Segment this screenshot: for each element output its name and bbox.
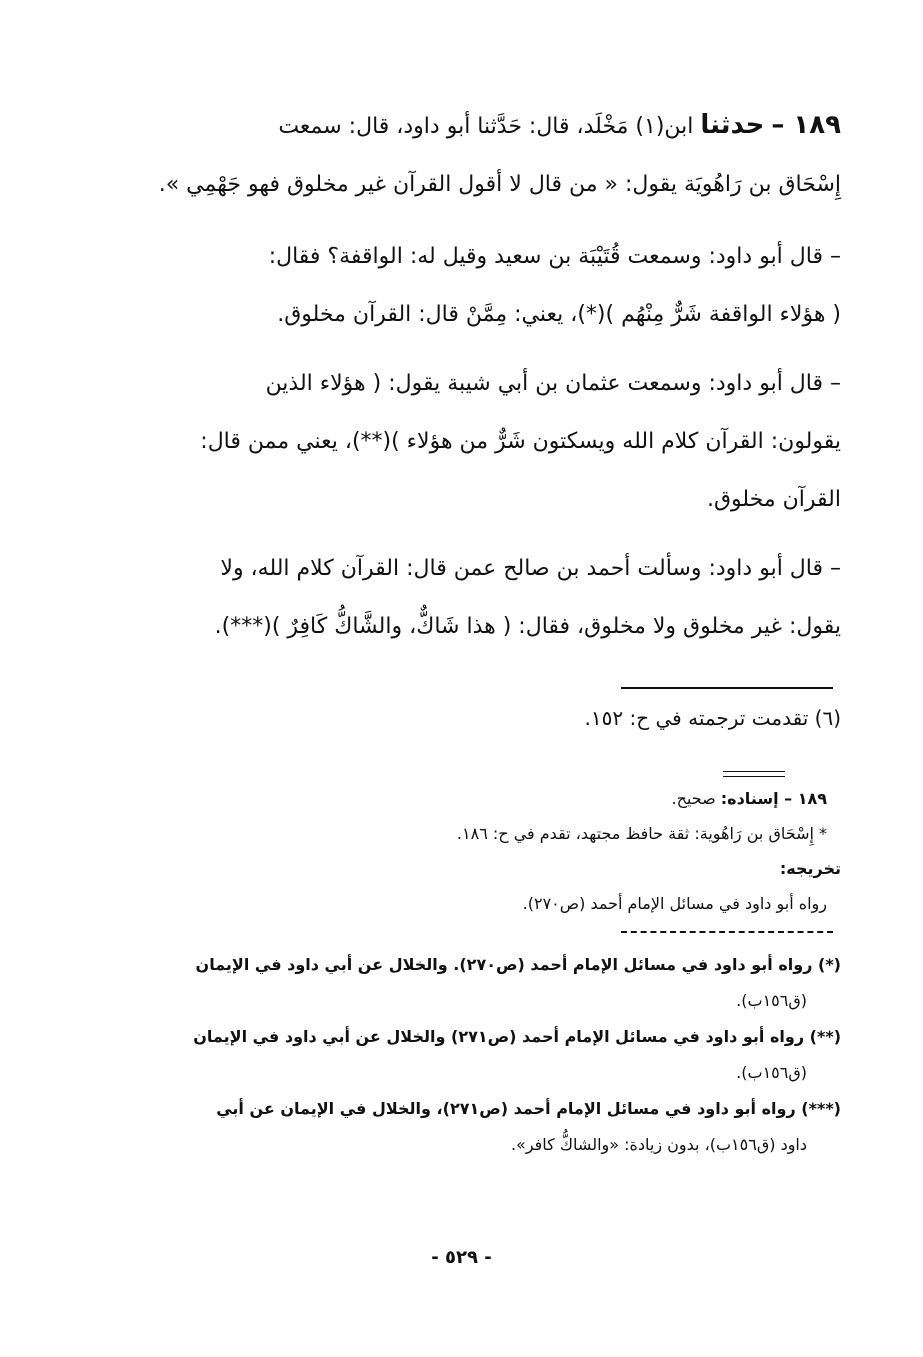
paragraph-qutayba [135,228,841,344]
hadith-number: ١٨٩ – [771,110,841,140]
note-1-line-2: (ق١٥٦ب). [736,991,807,1010]
takhrij-section [135,781,841,921]
hadith-line-2: إِسْحَاق بن رَاهُويَة يقول: « من قال لا أقول القرآن غير مخلوق فهو جَهْمِي ». [158,172,841,197]
paragraph-uthman [135,355,841,529]
paragraph-qutayba-line-1: – قال أبو داود: وسمعت قُتَيْبَة بن سعيد وقيل له: الواقفة؟ فقال: [268,244,841,269]
hadith-paragraph-189 [135,96,841,214]
paragraph-uthman-line-2: يقولون: القرآن كلام الله ويسكتون شَرٌّ من هؤلاء )(**)، يعني ممن قال: [200,429,841,454]
narrator-line: * إِسْحَاق بن رَاهُوية: ثقة حافظ مجتهد، تقدم في ح: ١٨٦. [456,824,827,843]
paragraph-uthman-line-3: القرآن مخلوق. [706,487,841,512]
note-1-line-1: (*) رواه أبو داود في مسائل الإمام أحمد (ص٢٧٠). والخلال عن أبي داود في الإيمان [195,955,841,974]
note-3-line-2: داود (ق١٥٦ب)، بدون زيادة: «والشاكُّ كافر». [510,1135,807,1154]
note-3-line-1: (***) رواه أبو داود في مسائل الإمام أحمد (ص٢٧١)، والخلال في الإيمان عن أبي [216,1099,841,1118]
paragraph-ahmad-line-2: يقول: غير مخلوق ولا مخلوق، فقال: ( هذا شَاكٌّ، والشَّاكُّ كَافِرٌ )(***). [214,614,841,639]
paragraph-uthman-line-1: – قال أبو داود: وسمعت عثمان بن أبي شيبة يقول: ( هؤلاء الذين [265,371,841,396]
takhrij-label: تخريجه: [779,859,841,878]
hadith-line-1-text: ابن(١) مَخْلَد، قال: حَدَّثنا أبو داود، قال: سمعت [278,114,694,139]
haddathana-word: حدثنا [700,110,765,140]
paragraph-ahmad-line-1: – قال أبو داود: وسألت أحمد بن صالح عمن قال: القرآن كلام الله، ولا [220,556,841,581]
note-triple-asterisk [135,1091,841,1163]
isnad-label: ١٨٩ – إسناده: [720,789,827,808]
hadith-line-1 [135,96,841,156]
takhrij-text: رواه أبو داود في مسائل الإمام أحمد (ص٢٧٠). [522,894,827,913]
isnad-value: صحيح. [671,789,716,808]
isnad-line [135,781,841,816]
paragraph-ahmad-bin-salih [135,540,841,656]
asterisk-notes [135,947,841,1163]
paragraph-qutayba-line-2: ( هؤلاء الواقفة شَرٌّ مِنْهُم )(*)، يعني: مِمَّنْ قال: القرآن مخلوق. [277,302,841,327]
page-number: - ٥٢٩ - [431,1247,492,1268]
note-single-asterisk [135,947,841,1019]
notes-dashed-separator [621,931,833,933]
footnote-6: (٦) تقدمت ترجمته في ح: ١٥٢. [584,706,841,730]
note-2-line-2: (ق١٥٦ب). [736,1063,807,1082]
takhrij-separator-bottom [723,776,785,777]
footnote-separator [621,687,833,689]
note-2-line-1: (**) رواه أبو داود في مسائل الإمام أحمد (ص٢٧١) والخلال عن أبي داود في الإيمان [193,1027,841,1046]
note-double-asterisk [135,1019,841,1091]
takhrij-separator-top [723,771,785,772]
